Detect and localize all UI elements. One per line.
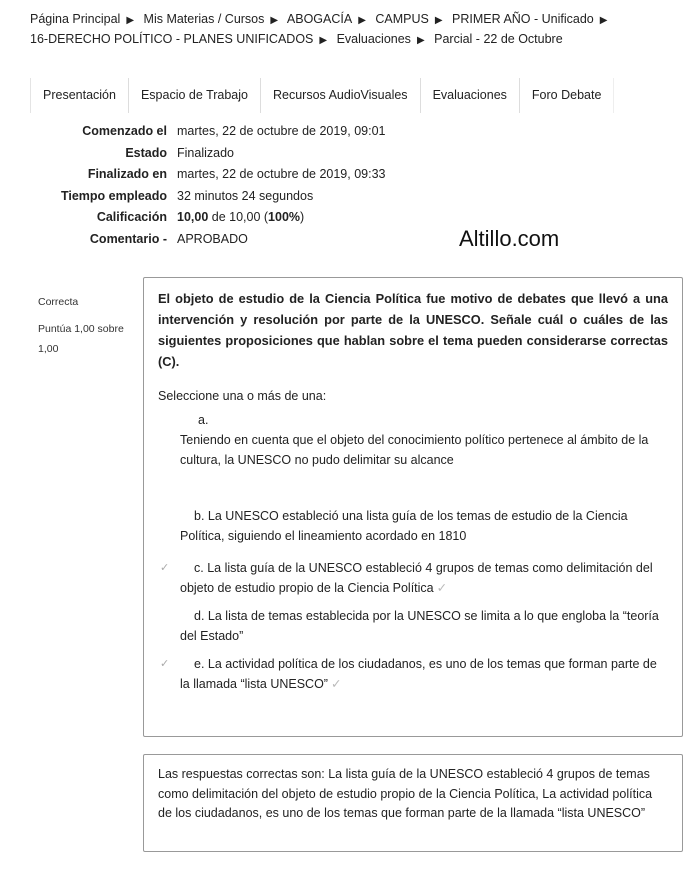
time-value: 32 minutos 24 segundos [177,188,314,203]
checkbox-checked-icon[interactable]: ✓ [160,562,170,574]
answer-option-e[interactable] [158,654,668,694]
answer-text: La lista guía de la UNESCO estableció 4 grupos de temas como delimitación del objeto de estudio propio de la Ciencia Política [180,561,653,595]
answer-option-d[interactable] [158,606,668,646]
breadcrumb-separator-icon: ▶ [599,15,608,26]
answer-letter: d. [194,609,205,623]
attempt-summary [0,121,385,251]
question-score-max: 1,00 [38,343,59,355]
breadcrumb [30,10,690,50]
finished-value: martes, 22 de octubre de 2019, 09:33 [177,167,386,182]
answer-letter: a. [198,413,209,427]
comment-value: APROBADO [177,231,248,246]
tab-espacio-de-trabajo[interactable]: Espacio de Trabajo [129,78,261,113]
course-tabs [30,78,614,113]
correct-check-icon: ✓ [436,581,448,595]
breadcrumb-separator-icon: ▶ [416,35,425,46]
question-info [38,292,124,359]
finished-label: Finalizado en [87,167,167,182]
answer-text: La actividad política de los ciudadanos, es uno de los temas que forman parte de la llamada “lista UNESCO” [180,657,657,691]
answer-letter: b. [194,509,205,523]
breadcrumb-link[interactable]: CAMPUS [375,12,429,26]
started-value: martes, 22 de octubre de 2019, 09:01 [177,124,386,138]
feedback-box [143,754,683,852]
correct-answers-feedback: Las respuestas correctas son: La lista guía de la UNESCO estableció 4 grupos de temas como delimitación del objeto de estudio propio de la Ciencia Política, La actividad política de los ciudadanos, es uno de los temas que forman parte de la llamada “lista UNESCO” [158,767,653,820]
answer-letter: c. [194,561,204,575]
answer-option-c[interactable] [158,558,668,598]
answer-text: Teniendo en cuenta que el objeto del conocimiento político pertenece al ámbito de la cultura, la UNESCO no pudo delimitar su alcance [180,433,649,467]
breadcrumb-separator-icon: ▶ [358,15,366,26]
breadcrumb-link[interactable]: 16-DERECHO POLÍTICO - PLANES UNIFICADOS [30,32,314,46]
state-value: Finalizado [177,145,234,160]
answer-text: La UNESCO estableció una lista guía de los temas de estudio de la Ciencia Política, siguiendo el lineamiento acordado en 1810 [180,509,628,543]
breadcrumb-separator-icon: ▶ [319,35,328,46]
breadcrumb-separator-icon: ▶ [434,15,443,26]
answer-option-a[interactable] [158,410,668,470]
watermark: Altillo.com [459,226,560,251]
question-score: Puntúa 1,00 sobre [38,323,124,335]
breadcrumb-separator-icon: ▶ [126,15,135,26]
state-label: Estado [125,145,167,160]
question-status: Correcta [38,296,79,308]
comment-label: Comentario - [89,231,167,246]
breadcrumb-link[interactable]: Mis Materias / Cursos [143,12,265,26]
answer-option-b[interactable] [158,506,668,546]
breadcrumb-link[interactable]: Parcial - 22 de Octubre [434,32,563,46]
breadcrumb-link[interactable]: PRIMER AÑO - Unificado [452,12,594,26]
breadcrumb-link[interactable]: Página Principal [30,12,121,26]
question-text: El objeto de estudio de la Ciencia Política fue motivo de debates que llevó a una intervención y resolución por parte de la UNESCO. Señale cuál o cuáles de las siguientes proposiciones que hablan sobre el tema pueden considerarse correctas (C). [158,291,668,369]
tab-foro-debate[interactable]: Foro Debate [520,78,614,113]
grade-value: 10,00 de 10,00 (100%) [177,210,305,225]
tab-presentacion[interactable]: Presentación [31,78,129,113]
answer-letter: e. [194,657,205,671]
breadcrumb-link[interactable]: ABOGACÍA [286,12,353,26]
checkbox-checked-icon[interactable]: ✓ [160,658,170,670]
started-label: Comenzado el [82,124,167,138]
correct-check-icon: ✓ [330,677,342,691]
question-box [143,277,683,737]
breadcrumb-separator-icon: ▶ [270,15,279,26]
question-prompt: Seleccione una o más de una: [158,389,327,403]
answer-text: La lista de temas establecida por la UNESCO se limita a lo que engloba la “teoría del Estado” [180,609,659,643]
tab-evaluaciones[interactable]: Evaluaciones [421,78,520,113]
breadcrumb-link[interactable]: Evaluaciones [336,32,411,46]
grade-label: Calificación [96,210,167,225]
time-label: Tiempo empleado [60,188,167,203]
tab-recursos-audiovisuales[interactable]: Recursos AudioVisuales [261,78,421,113]
